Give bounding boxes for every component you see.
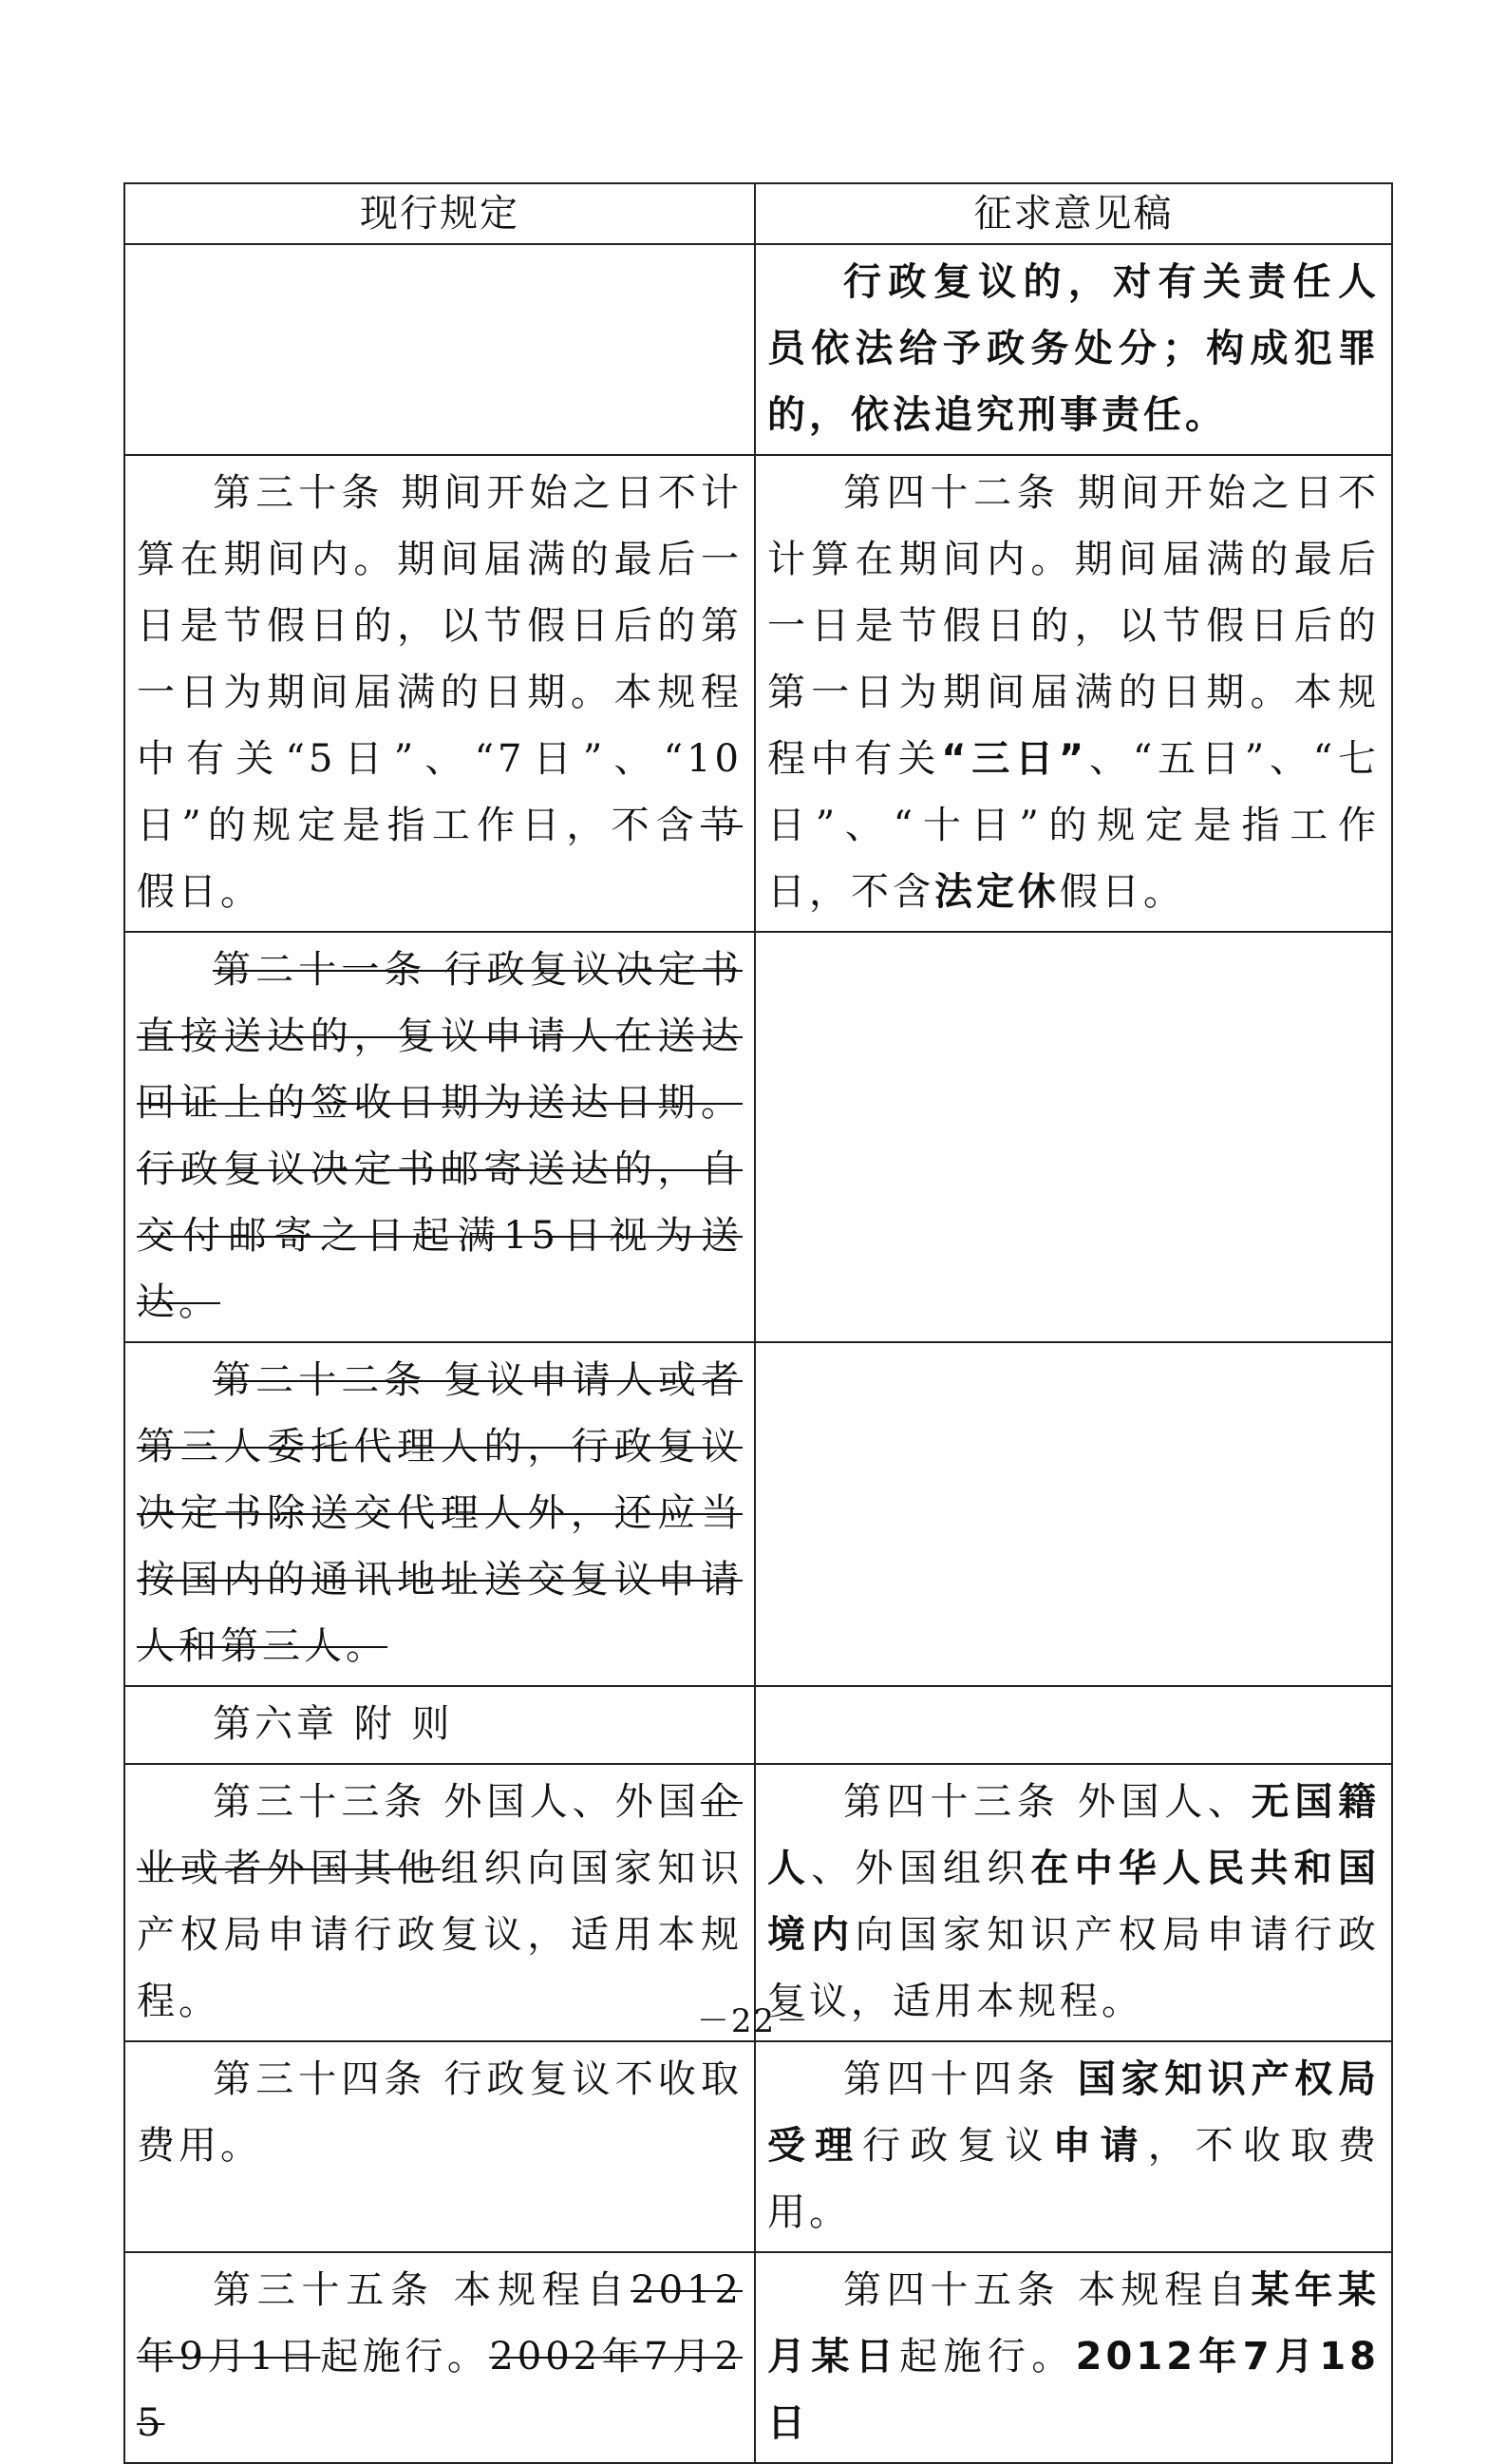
header-draft-for-comment: 征求意见稿 bbox=[755, 183, 1392, 244]
clause-text: 第四十三条 外国人、 bbox=[843, 1780, 1252, 1824]
clause-text: 第三十四条 行政复议不收取费用。 bbox=[137, 2057, 743, 2168]
current-rule-cell bbox=[124, 1342, 755, 1686]
table-row bbox=[124, 1342, 1392, 1686]
clause-paragraph bbox=[137, 2046, 743, 2179]
clause-paragraph bbox=[767, 2257, 1380, 2456]
comparison-table bbox=[123, 182, 1393, 2464]
header-current-rules: 现行规定 bbox=[124, 183, 755, 244]
clause-text: 第三十条 期间开始之日不计算在期间内。期间届满的最后一日是节假日的，以节假日后的第一日为期间届满的日期。本规程中有关“5日”、“7日”、“10日”的规定是指工作日，不含 bbox=[137, 471, 743, 847]
clause-text: 第四十二条 期间开始之日不计算在期间内。期间届满的最后一日是节假日的，以节假日后的第一日为期间届满的日期。本规程中有关 bbox=[767, 471, 1380, 781]
deleted-text: 企业或者外国其他 bbox=[137, 1780, 743, 1890]
current-rule-cell bbox=[124, 2252, 755, 2463]
current-rule-cell bbox=[124, 932, 755, 1342]
draft-rule-cell bbox=[755, 455, 1392, 932]
page-number: －22－ bbox=[696, 2002, 811, 2040]
clause-paragraph bbox=[137, 2257, 743, 2456]
clause-text: 第四十五条 本规程自 bbox=[843, 2268, 1252, 2312]
clause-text: 、“五日”、“七日”、“十日”的规定是指工作日，不含 bbox=[767, 737, 1380, 914]
revised-text: 在中华人民共和国境内 bbox=[767, 1847, 1381, 1957]
revised-text: 法定休 bbox=[934, 870, 1060, 914]
table-row bbox=[124, 244, 1392, 455]
clause-text: 起施行。 bbox=[899, 2335, 1076, 2379]
draft-rule-cell bbox=[755, 2041, 1392, 2252]
clause-text: 假日。 bbox=[137, 870, 262, 914]
clause-paragraph bbox=[767, 2046, 1380, 2246]
revised-text: “三日” bbox=[941, 737, 1088, 781]
clause-paragraph bbox=[767, 249, 1380, 448]
deleted-text: 节 bbox=[701, 804, 743, 847]
table-row bbox=[124, 2041, 1392, 2252]
table-row bbox=[124, 2252, 1392, 2463]
clause-paragraph bbox=[137, 937, 743, 1336]
deleted-text: 2012年9月1日 bbox=[137, 2268, 743, 2379]
clause-text: 第三十五条 本规程自 bbox=[213, 2268, 631, 2312]
chapter-heading-cell bbox=[124, 1686, 755, 1764]
revised-text: 无国籍人 bbox=[767, 1780, 1381, 1890]
chapter-heading: 第六章 附 则 bbox=[213, 1702, 454, 1746]
deleted-text: 第二十二条 复议申请人或者第三人委托代理人的，行政复议决定书除送交代理人外，还应当按国内的通讯地址送交复议申请人和第三人。 bbox=[137, 1358, 743, 1668]
clause-text: 起施行。 bbox=[320, 2335, 490, 2379]
clause-text: 组织向国家知识产权局申请行政复议，适用本规程。 bbox=[137, 1847, 744, 2023]
draft-rule-cell bbox=[755, 932, 1392, 1342]
clause-paragraph bbox=[137, 460, 743, 925]
table-row bbox=[124, 932, 1392, 1342]
draft-rule-cell bbox=[755, 1686, 1392, 1764]
clause-text: 第四十四条 bbox=[843, 2057, 1078, 2101]
clause-text: 假日。 bbox=[1060, 870, 1185, 914]
table-header-row bbox=[124, 183, 1392, 244]
draft-rule-cell bbox=[755, 244, 1392, 455]
clause-paragraph bbox=[767, 460, 1380, 925]
deleted-text: 2002年7月25 bbox=[137, 2335, 743, 2445]
revised-text: 某年某月某日 bbox=[767, 2268, 1381, 2379]
table-row bbox=[124, 455, 1392, 932]
revised-text: 申请 bbox=[1052, 2124, 1148, 2168]
clause-text: 、外国组织 bbox=[811, 1847, 1031, 1890]
current-rule-cell bbox=[124, 2041, 755, 2252]
deleted-text: 第二十一条 行政复议决定书直接送达的，复议申请人在送达回证上的签收日期为送达日期。行政复议决定书邮寄送达的，自交付邮寄之日起满15日视为送达。 bbox=[137, 948, 743, 1324]
draft-rule-cell bbox=[755, 1342, 1392, 1686]
revised-text: 2012年7月18日 bbox=[767, 2335, 1381, 2445]
current-rule-cell bbox=[124, 455, 755, 932]
table-row bbox=[124, 1686, 1392, 1764]
revised-text: 行政复议的，对有关责任人员依法给予政务处分；构成犯罪的，依法追究刑事责任。 bbox=[767, 260, 1380, 437]
current-rule-cell bbox=[124, 244, 755, 455]
clause-text: ，不收取费用。 bbox=[767, 2124, 1381, 2234]
revised-text: 国家知识产权局受理 bbox=[767, 2057, 1380, 2168]
draft-rule-cell bbox=[755, 2252, 1392, 2463]
clause-text: 向国家知识产权局申请行政复议，适用本规程。 bbox=[767, 1913, 1381, 2023]
clause-paragraph bbox=[137, 1347, 743, 1679]
clause-text: 行政复议 bbox=[862, 2124, 1053, 2168]
clause-text: 第三十三条 外国人、外国 bbox=[213, 1780, 701, 1824]
